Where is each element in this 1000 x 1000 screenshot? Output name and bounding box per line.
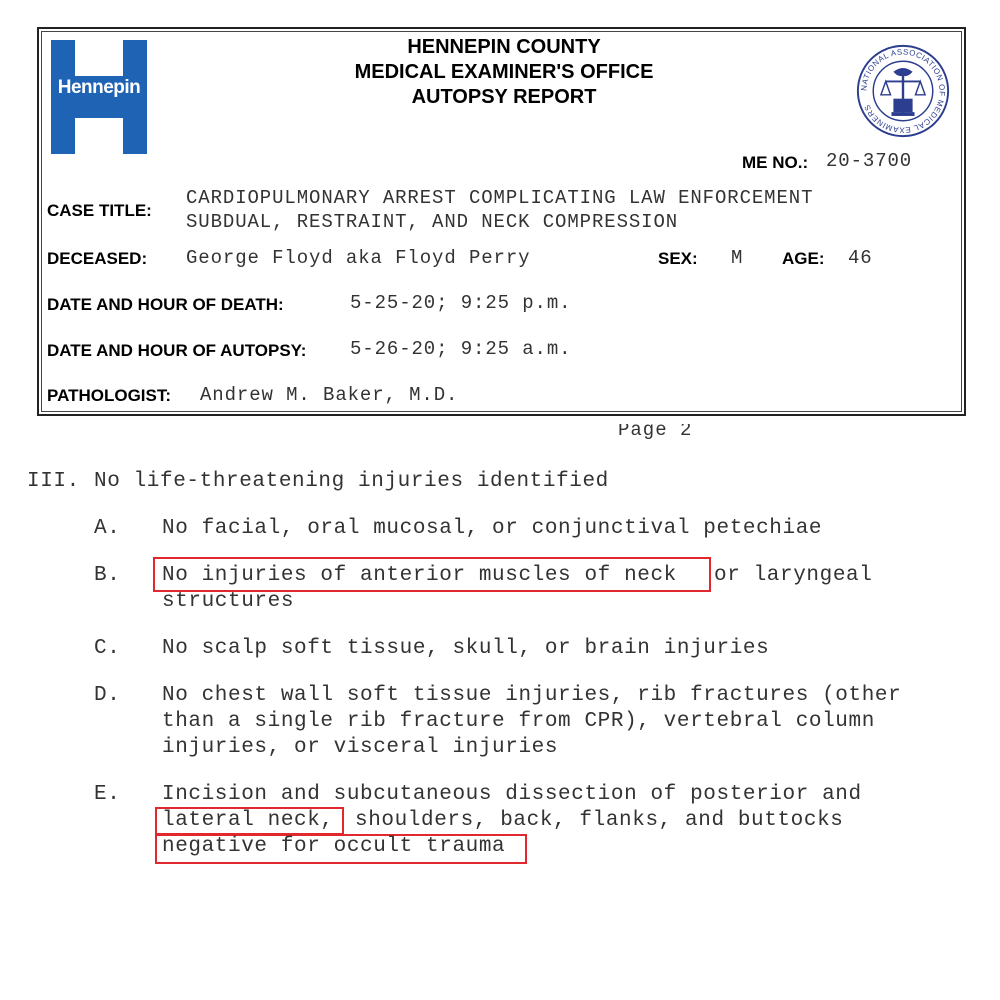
pathologist-label: PATHOLOGIST:: [47, 386, 172, 405]
title-county: HENNEPIN COUNTY: [407, 36, 601, 58]
logo-text: Hennepin: [57, 77, 141, 98]
item-d-line-2: than a single rib fracture from CPR), vertebral column: [162, 710, 875, 733]
section-heading: No life-threatening injuries identified: [94, 470, 609, 493]
item-a-text: No facial, oral mucosal, or conjunctival petechiae: [162, 517, 823, 540]
item-d-letter: D.: [94, 684, 121, 707]
section-numeral: III.: [27, 470, 80, 493]
item-e-highlight-trauma: negative for occult trauma: [162, 835, 506, 858]
item-d-line-3: injuries, or visceral injuries: [162, 736, 559, 759]
title-report: AUTOPSY REPORT: [411, 86, 597, 108]
item-b-line-2: structures: [162, 590, 295, 613]
item-e-line-2-rest: shoulders, back, flanks, and buttocks: [355, 809, 844, 832]
item-b-rest: or laryngeal: [714, 564, 873, 587]
item-c-text: No scalp soft tissue, skull, or brain injuries: [162, 637, 770, 660]
age-value: 46: [848, 247, 873, 269]
autopsy-value: 5-26-20; 9:25 a.m.: [350, 338, 572, 360]
page-label-clip: [0, 424, 1000, 440]
death-label: DATE AND HOUR OF DEATH:: [47, 295, 284, 314]
age-label: AGE:: [782, 249, 825, 268]
hennepin-logo: [51, 40, 147, 154]
page-label: Page 2: [618, 424, 693, 440]
seal-text: NATIONAL ASSOCIATION OF MEDICAL EXAMINERS: [859, 47, 947, 135]
autopsy-label: DATE AND HOUR OF AUTOPSY:: [47, 341, 307, 360]
case-title-line-2: SUBDUAL, RESTRAINT, AND NECK COMPRESSION: [186, 211, 679, 233]
deceased-value: George Floyd aka Floyd Perry: [186, 247, 531, 269]
item-d-line-1: No chest wall soft tissue injuries, rib fractures (other: [162, 684, 902, 707]
sex-value: M: [731, 247, 744, 269]
sex-label: SEX:: [658, 249, 698, 268]
case-title-label: CASE TITLE:: [47, 201, 152, 220]
item-c-letter: C.: [94, 637, 121, 660]
item-e-line-1: Incision and subcutaneous dissection of posterior and: [162, 783, 862, 806]
item-b-letter: B.: [94, 564, 121, 587]
item-a-letter: A.: [94, 517, 121, 540]
title-office: MEDICAL EXAMINER'S OFFICE: [354, 61, 654, 83]
item-e-highlight-neck: lateral neck,: [162, 809, 334, 832]
item-e-letter: E.: [94, 783, 121, 806]
deceased-label: DECEASED:: [47, 249, 148, 268]
case-title-line-1: CARDIOPULMONARY ARREST COMPLICATING LAW ENFORCEMENT: [186, 187, 814, 209]
pathologist-value: Andrew M. Baker, M.D.: [200, 384, 459, 406]
name-seal-logo: [855, 43, 951, 139]
me-no-value: 20-3700: [826, 150, 913, 172]
death-value: 5-25-20; 9:25 p.m.: [350, 292, 572, 314]
item-b-highlight-text: No injuries of anterior muscles of neck: [162, 564, 677, 587]
me-no-label: ME NO.:: [742, 153, 809, 172]
